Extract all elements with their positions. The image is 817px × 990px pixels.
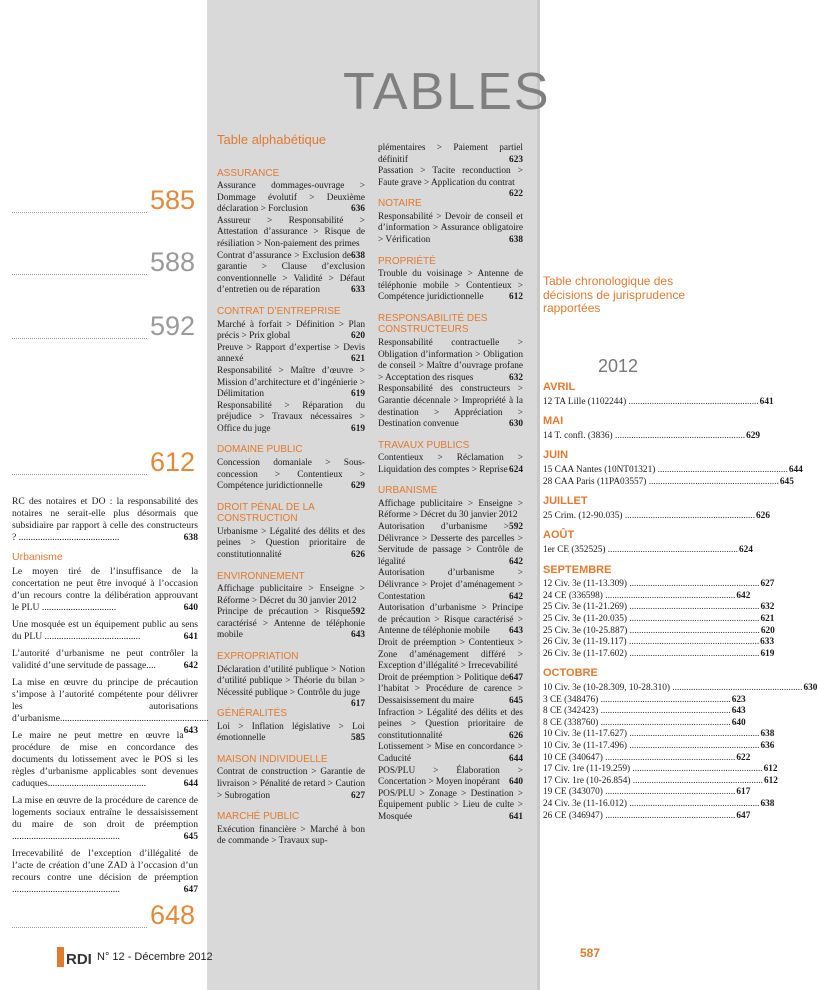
index-entry[interactable] [378,638,523,683]
summary-item-text: La mise en œuvre du principe de précaution s’impose à l’autorité compétente pour délivrer les autorisations d’urbanisme.............................................................. [12,677,209,724]
index-entry-text: Loi > Inflation législative > Loi émotionnelle [217,721,365,744]
month-heading: JUILLET [543,495,588,508]
month-heading: SEPTEMBRE [543,563,612,576]
decision-label: 28 CAA Paris (11PA03557) ..... [543,477,779,489]
index-entry-text: POS/PLU > Élaboration > Concertation > Moyen inopérant [378,765,523,788]
decision-page: 640 [731,717,746,728]
summary-item[interactable] [12,648,198,672]
decision-page: 623 [731,694,746,705]
month-heading: AVRIL [543,381,576,394]
decision-row[interactable] [543,706,746,718]
decision-label: 14 T. confl. (3836) ..... [543,431,745,443]
index-entry-page: 630 [509,419,523,430]
index-entry[interactable] [378,338,523,384]
index-entry-page: 623 [509,154,523,165]
decision-label: 12 TA Lille (1102244) ..... [543,397,759,409]
summary-item[interactable] [12,848,198,896]
summary-item-page: 640 [183,602,198,613]
index-entry-page: 638 [509,235,523,246]
index-entry[interactable] [378,603,523,638]
page-marker [12,180,195,213]
index-entry-page: 638 [351,250,365,261]
index-entry-text: Assurance dommages-ouvrage > Dommage évolutif > Deuxième déclaration > Forclusion [217,181,365,215]
decision-row[interactable] [543,545,753,557]
index-entry[interactable] [378,766,523,789]
decision-page: 624 [738,545,753,556]
decision-page: 630 [803,682,817,693]
decision-page: 644 [788,465,803,476]
index-entry-page: 636 [351,204,365,215]
category-heading: URBANISME [378,485,438,497]
page-marker-number: 588 [147,247,195,278]
index-entry-text: Trouble du voisinage > Antenne de téléphonie mobile > Contentieux > Compétence juridictionnelle [378,269,523,303]
decision-row[interactable] [543,625,775,638]
decision-page: 620 [760,625,775,636]
index-entry-page: 626 [351,549,365,560]
decision-label: 26 Civ. 3e (11-17.602) ..... [543,649,760,661]
index-entry[interactable] [378,568,523,603]
decision-row[interactable] [543,396,774,409]
summary-item-page: 643 [183,725,198,736]
index-entry-text: Concession domaniale > Sous-concession > Contentieux > Compétence juridictionnelle [217,457,365,492]
index-entry[interactable] [378,384,523,430]
decision-row[interactable] [543,694,746,707]
summary-item-page: 638 [183,532,198,543]
summary-item-text: Irrecevabilité de l’exception d’illégalité de l’acte de création d’une ZAD à l’occasion d’un recours contre une décision de préemption ............................................. [12,848,198,895]
summary-item[interactable] [12,566,198,614]
index-entry[interactable] [217,366,365,401]
index-entry[interactable] [217,607,365,642]
index-entry-page: 643 [509,626,523,637]
rdi-logo [57,945,92,969]
decision-page: 643 [731,706,746,717]
index-entry[interactable] [378,212,523,247]
decision-page: 617 [736,787,751,798]
index-entry-text: Responsabilité contractuelle > Obligation d’information > Obligation de conseil > Maître d’ouvrage profane > Acceptation des risques [378,337,523,383]
index-entry-page: 621 [351,354,365,365]
category-heading: DROIT PÉNAL DE LA CONSTRUCTION [217,501,315,525]
decision-row[interactable] [543,648,775,661]
index-entry-text: Responsabilité > Devoir de conseil et d’information > Assurance obligatoire > Vérification [378,211,523,246]
decision-row[interactable] [543,752,751,765]
index-entry-text: Autorisation d’urbanisme > Principe de précaution > Risque caractérisé > Antenne de téléphonie mobile [378,603,523,637]
index-entry-text: Affichage publicitaire > Enseigne > Réforme > Décret du 30 janvier 2012 [378,498,523,521]
index-entry-page: 629 [351,481,365,492]
decision-label: 1er CE (352525) ..... [543,545,738,557]
category-heading: TRAVAUX PUBLICS [378,439,470,451]
index-entry-page: 612 [509,292,523,303]
summary-item-text: L’autorité d’urbanisme ne peut contrôler la validité d’une servitude de passage.... [12,648,198,671]
category-heading: EXPROPRIATION [217,651,299,662]
index-entry[interactable] [217,401,365,436]
category-heading: PROPRIÉTÉ [378,255,436,267]
index-entry[interactable] [217,664,365,710]
summary-item[interactable] [12,677,209,736]
summary-item-page: 642 [183,660,198,671]
index-entry[interactable] [378,789,523,824]
decision-page: 621 [760,614,775,624]
decision-label: 15 CAA Nantes (10NT01321) ..... [543,465,788,477]
index-entry-page: 592 [509,522,523,533]
index-entry-text: Déclaration d’utilité publique > Notion d’utilité publique > Théorie du bilan > Nécessité publique > Contrôle du juge [217,664,365,698]
index-entry-text: Responsabilité > Réparation du préjudice > Travaux nécessaires > Office du juge [217,400,365,434]
index-entry-text: Contrat de construction > Garantie de livraison > Pénalité de retard > Caution > Subrogation [217,767,365,801]
index-entry[interactable] [378,166,523,200]
chronological-year: 2012 [597,355,639,376]
index-entry-page: 622 [509,189,523,200]
decision-page: 629 [746,430,761,441]
decision-page: 641 [759,396,774,407]
decision-label: 10 Civ. 3e (11-17.627) ..... [543,729,760,741]
decision-page: 626 [756,510,770,521]
page-marker-number: 612 [147,447,195,478]
decision-row[interactable] [543,787,751,799]
index-entry[interactable] [378,269,523,304]
page-marker-number: 585 [147,185,195,216]
index-entry-page: 642 [509,591,523,602]
page-marker [12,242,195,275]
decision-label: 25 Civ. 3e (11-21.269) ..... [543,602,760,614]
category-heading: ASSURANCE [217,167,280,179]
decision-row[interactable] [543,465,803,477]
index-entry[interactable] [378,708,523,743]
summary-item-page: 647 [183,884,198,895]
decision-page: 638 [760,729,775,740]
index-entry-page: 641 [509,811,523,822]
index-entry-text: Principe de précaution > Risque caractérisé > Antenne de téléphonie mobile [217,607,365,641]
summary-item-text: Une mosquée est un équipement public au sens du PLU ........................................ [12,619,198,642]
index-entry-text: Contentieux > Réclamation > Liquidation des comptes > Reprise [378,453,523,475]
summary-item-text: RC des notaires et DO : la responsabilité des notaires ne serait-elle plus désormais que subsidiaire par rapport à celle des constructeurs ? .......................................... [12,496,198,543]
decision-page: 622 [736,752,751,763]
decision-label: 26 CE (346947) ..... [543,811,735,823]
index-entry[interactable] [378,522,523,568]
category-heading: CONTRAT D’ENTREPRISE [217,306,341,318]
summary-item[interactable] [12,730,198,790]
summary-item[interactable] [12,619,198,643]
decision-label: 3 CE (348476) ..... [543,695,731,707]
summary-item[interactable] [12,496,198,544]
index-entry[interactable] [378,742,523,765]
index-entry[interactable] [217,458,365,493]
decision-label: 25 Civ. 3e (10-25.887) ..... [543,626,760,638]
index-entry-text: Exécution financière > Marché à bon de commande > Travaux sup- [217,824,365,847]
page-marker-number: 648 [147,900,195,931]
decision-row[interactable] [543,729,775,741]
decision-row[interactable] [543,602,775,614]
decision-label: 25 Civ. 3e (11-20.035) ..... [543,614,760,626]
index-entry-page: 645 [509,695,523,706]
decision-label: 10 CE (340647) ..... [543,753,735,765]
svg-text:RDI: RDI [66,951,92,968]
decision-label: 10 Civ. 3e (10-28.309, 10-28.310) ..... [543,683,802,695]
index-entry[interactable] [217,251,365,297]
index-entry-text: Preuve > Rapport d’expertise > Devis annexé [217,342,365,365]
page-title: TABLES [343,63,551,121]
index-entry[interactable] [378,498,523,533]
summary-list [12,496,209,901]
decision-row[interactable] [543,775,778,788]
index-entry-text: Droit de préemption > Contentieux > Zone d’aménagement différé > Exception d’illégalité > Irrecevabilité [378,638,523,672]
index-entry[interactable] [217,215,365,261]
decision-row[interactable] [543,764,778,776]
index-entry-text: Responsabilité des constructeurs > Garantie décennale > Impropriété à la destination > Appréciation > Destination convenue [378,384,523,430]
index-entry[interactable] [378,143,523,166]
decision-label: 17 Civ. 1re (11-19.259) ..... [543,764,763,776]
month-heading: MAI [543,415,564,428]
decision-page: 638 [760,798,775,809]
index-entry-page: 619 [351,423,365,434]
index-entry-text: Urbanisme > Légalité des délits et des peines > Question prioritaire de constitutionnalité [217,526,365,560]
decision-label: 12 Civ. 3e (11-13.309) ..... [543,579,760,591]
index-entry-text: Assureur > Responsabilité > Attestation d’assurance > Risque de résiliation > Non-paiement des primes [217,215,365,250]
index-entry-page: 644 [509,753,523,764]
decision-page: 612 [763,764,778,775]
index-entry-text: Infraction > Légalité des délits et des peines > Question prioritaire de constitutionnalité [378,707,523,741]
index-entry[interactable] [217,181,365,216]
index-entry-text: plémentaires > Paiement partiel définitif [378,143,523,165]
index-entry[interactable] [217,825,365,848]
index-entry-page: 619 [351,389,365,400]
index-entry-page: 626 [509,730,523,741]
category-heading: MARCHÉ PUBLIC [217,811,300,823]
alphabetical-table-title: Table alphabétique [217,132,327,147]
index-entry-page: 647 [509,672,523,683]
index-entry-text: Droit de préemption > Politique de l’habitat > Procédure de carence > Dessaisissement du maire [378,672,523,706]
decision-page: 636 [760,740,775,751]
decision-row[interactable] [543,614,775,626]
decision-label: 8 CE (338760) ..... [543,718,731,730]
decision-page: 647 [736,810,751,821]
index-entry-text: Passation > Tacite reconduction > Faute grave > Application du contrat [378,166,523,188]
index-entry[interactable] [217,527,365,562]
decision-row[interactable] [543,476,794,489]
decision-label: 25 Crim. (12-90.035) ..... [543,511,755,523]
index-entry-page: 640 [509,777,523,788]
footer-page-number: 587 [580,946,601,960]
category-heading: RESPONSABILITÉ DES CONSTRUCTEURS [378,312,488,336]
alphabetical-column-2 [378,143,523,824]
index-entry-page: 642 [509,556,523,567]
decision-page: 627 [760,579,775,590]
index-entry[interactable] [217,722,365,745]
index-entry-page: 585 [351,733,365,744]
decision-label: 26 Civ. 3e (11-19.117) ..... [543,637,759,649]
summary-item[interactable] [12,795,198,843]
index-entry-page: 632 [509,372,523,383]
summary-item-page: 641 [183,631,198,642]
decision-label: 8 CE (342423) ..... [543,706,731,718]
index-entry-text: Marché à forfait > Définition > Plan précis > Prix global [217,319,365,342]
index-entry-page: 617 [351,699,365,710]
grey-divider-strip [537,0,540,990]
index-entry-text: Responsabilité > Maître d’œuvre > Mission d’architecture et d’ingénierie > Délimitation [217,365,365,400]
decision-label: 17 Civ. 1re (10-26.854) ..... [543,776,763,788]
summary-item-text: La mise en œuvre de la procédure de carence de logements sociaux entraîne le dessaisissement du maire de son droit de préemption ............................................. [12,795,198,842]
index-entry-text: Affichage publicitaire > Enseigne > Réforme > Décret du 30 janvier 2012 [217,584,365,606]
index-entry[interactable] [378,673,523,708]
page-marker-number: 592 [147,311,195,342]
decision-row[interactable] [543,682,817,695]
month-heading: JUIN [543,449,569,462]
index-entry-page: 624 [509,464,523,475]
chronological-table-title: Table chronologique des décisions de jurisprudence rapportées [543,274,686,315]
index-entry-page: 643 [351,630,365,641]
decision-label: 24 Civ. 3e (11-16.012) ..... [543,799,760,811]
index-entry[interactable] [217,584,365,618]
section-title: Urbanisme [12,551,63,563]
month-heading: AOÛT [543,529,575,542]
summary-item-page: 645 [183,831,198,842]
category-heading: DOMAINE PUBLIC [217,444,303,456]
decision-page: 612 [763,775,778,786]
alphabetical-column-1 [217,134,365,848]
summary-item-page: 644 [183,778,198,789]
summary-item-text: Le maire ne peut mettre en œuvre la procédure de mise en concordance des documents du lotissement avec le POS si les règles d’urbanisme applicables sont devenues caduques......................................... [12,730,198,789]
page-marker [12,306,195,339]
decision-page: 619 [760,648,775,659]
index-entry-text: Autorisation d’urbanisme > Délivrance > Projet d’aménagement > Contestation [378,568,523,602]
summary-item-text: Le moyen tiré de l’insuffisance de la concertation ne peut être invoqué à l’occasion d’un recours contre la délibération approuvant le PLU ............................... [12,566,198,613]
index-entry-page: 592 [351,607,365,618]
index-entry[interactable] [217,767,365,802]
category-heading: ENVIRONNEMENT [217,570,305,582]
index-entry[interactable] [217,320,365,343]
month-heading: OCTOBRE [543,667,598,680]
decision-row[interactable] [543,510,770,523]
category-heading: NOTAIRE [378,198,422,210]
index-entry[interactable] [378,453,523,476]
category-heading: GÉNÉRALITÉS [217,708,288,720]
index-entry-page: 633 [351,285,365,296]
decision-row[interactable] [543,810,751,823]
index-entry-page: 620 [351,331,365,342]
decision-row[interactable] [543,798,775,811]
decision-label: 10 Civ. 3e (11-17.496) ..... [543,741,760,753]
category-heading: MAISON INDIVIDUELLE [217,753,328,765]
decision-page: 645 [779,476,794,487]
issue-label: N° 12 - Décembre 2012 [97,951,213,963]
index-entry-text: Contrat d’assurance > Exclusion de garantie > Clause d’exclusion conventionnelle > Validité > Défaut d’entretien ou de réparation [217,250,365,296]
decision-label: 24 CE (336598) ..... [543,591,735,603]
decision-label: 19 CE (343070) ..... [543,787,735,799]
index-entry-page: 627 [351,790,365,801]
decision-page: 633 [760,637,775,648]
decision-row[interactable] [543,430,761,443]
decision-row[interactable] [543,590,751,603]
page-marker [12,442,195,475]
decision-row[interactable] [543,717,746,730]
decision-row[interactable] [543,740,775,753]
decision-page: 632 [760,602,775,613]
chronological-table [543,274,817,822]
decision-row[interactable] [543,579,775,591]
decision-page: 642 [736,590,751,601]
index-entry-text: POS/PLU > Zonage > Destination > Équipement public > Lieu de culte > Mosquée [378,788,523,822]
index-entry-text: Autorisation d’urbanisme > Délivrance > Desserte des parcelles > Servitude de passage > Contrôle de légalité [378,522,523,567]
decision-row[interactable] [543,637,775,649]
index-entry[interactable] [217,343,365,366]
index-entry-text: Lotissement > Mise en concordance > Caducité [378,742,523,764]
